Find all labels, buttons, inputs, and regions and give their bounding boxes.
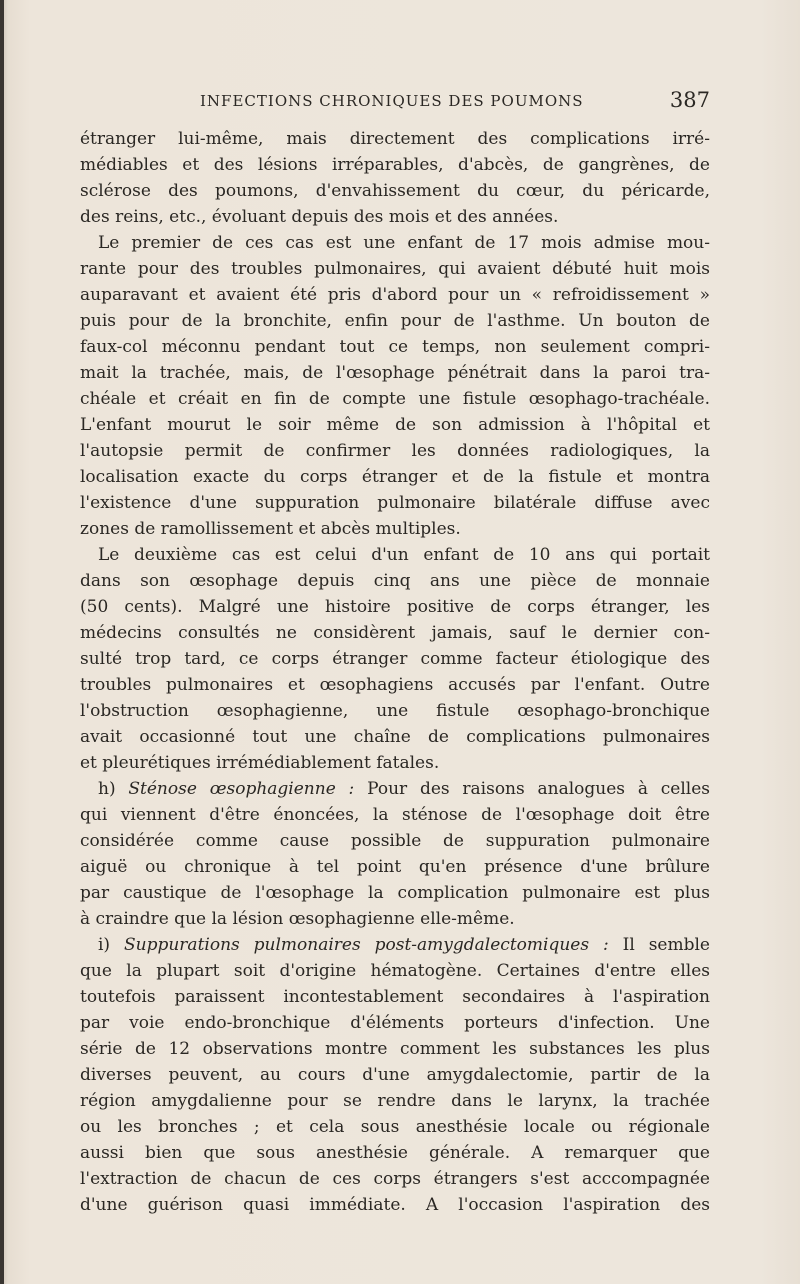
running-title: INFECTIONS CHRONIQUES DES POUMONS — [200, 92, 584, 110]
text-line: L'enfant mourut le soir même de son admission à l'hôpital et — [80, 415, 710, 435]
text-line: faux-col méconnu pendant tout ce temps, non seulement compri- — [80, 337, 710, 357]
page-number: 387 — [669, 88, 710, 112]
text-line: avait occasionné tout une chaîne de complications pulmonaires — [80, 727, 710, 747]
text-line: l'obstruction œsophagienne, une fistule œsophago-bronchique — [80, 701, 710, 721]
text-line: auparavant et avaient été pris d'abord pour un « refroidissement » — [80, 285, 710, 305]
text-line: (50 cents). Malgré une histoire positive de corps étranger, les — [80, 597, 710, 617]
text-line: et pleurétiques irrémédiablement fatales. — [80, 753, 440, 773]
text-line: Le deuxième cas est celui d'un enfant de 10 ans qui portait — [98, 545, 710, 565]
text-line: diverses peuvent, au cours d'une amygdalectomie, partir de la — [80, 1065, 710, 1085]
text-run: Il semble — [608, 935, 710, 955]
text-line: sulté trop tard, ce corps étranger comme facteur étiologique des — [80, 649, 710, 669]
text-line: sclérose des poumons, d'envahissement du cœur, du péricarde, — [80, 181, 710, 201]
text-line: des reins, etc., évoluant depuis des mois et des années. — [80, 207, 559, 227]
text-line: par caustique de l'œsophage la complication pulmonaire est plus — [80, 883, 710, 903]
text-line: aiguë ou chronique à tel point qu'en présence d'une brûlure — [80, 857, 710, 877]
text-line: toutefois paraissent incontestablement secondaires à l'aspiration — [80, 987, 710, 1007]
section-heading: Sténose œsophagienne : — [128, 779, 355, 799]
text-line: série de 12 observations montre comment les substances les plus — [80, 1039, 710, 1059]
text-line: médecins consultés ne considèrent jamais, sauf le dernier con- — [80, 623, 710, 643]
text-line: mait la trachée, mais, de l'œsophage pénétrait dans la paroi tra- — [80, 363, 710, 383]
text-line: ou les bronches ; et cela sous anesthésie locale ou régionale — [80, 1117, 710, 1137]
text-line: troubles pulmonaires et œsophagiens accusés par l'enfant. Outre — [80, 675, 710, 695]
item-marker: i) — [98, 935, 111, 955]
text-run: Pour des raisons analogues à celles — [354, 779, 710, 799]
text-line: l'existence d'une suppuration pulmonaire bilatérale diffuse avec — [80, 493, 710, 513]
text-line: dans son œsophage depuis cinq ans une pièce de monnaie — [80, 571, 710, 591]
binding-edge — [0, 0, 4, 1284]
text-line — [80, 776, 710, 802]
section-i-paragraph — [80, 932, 710, 1218]
text-line: l'extraction de chacun de ces corps étrangers s'est acccompagnée — [80, 1169, 710, 1189]
text-line: d'une guérison quasi immédiate. A l'occasion l'aspiration des — [80, 1195, 710, 1215]
text-line — [80, 932, 710, 958]
text-line: région amygdalienne pour se rendre dans le larynx, la trachée — [80, 1091, 710, 1111]
text-line: aussi bien que sous anesthésie générale. A remarquer que — [80, 1143, 710, 1163]
paragraph — [80, 126, 710, 230]
paragraph — [80, 230, 710, 542]
text-line: médiables et des lésions irréparables, d'abcès, de gangrènes, de — [80, 155, 710, 175]
section-h-paragraph — [80, 776, 710, 932]
text-line: chéale et créait en fin de compte une fistule œsophago-trachéale. — [80, 389, 710, 409]
body-text — [80, 126, 710, 1218]
text-line: zones de ramollissement et abcès multiples. — [80, 519, 461, 539]
text-line: l'autopsie permit de confirmer les données radiologiques, la — [80, 441, 710, 461]
section-heading: Suppurations pulmonaires post-amygdalectomiques : — [124, 935, 609, 955]
text-line: localisation exacte du corps étranger et de la fistule et montra — [80, 467, 710, 487]
text-line: par voie endo-bronchique d'éléments porteurs d'infection. Une — [80, 1013, 710, 1033]
text-line: étranger lui-même, mais directement des complications irré- — [80, 129, 710, 149]
text-line: rante pour des troubles pulmonaires, qui avaient débuté huit mois — [80, 259, 710, 279]
paragraph — [80, 542, 710, 776]
text-line: à craindre que la lésion œsophagienne elle-même. — [80, 909, 515, 929]
page-header — [80, 88, 710, 118]
text-line: puis pour de la bronchite, enfin pour de l'asthme. Un bouton de — [80, 311, 710, 331]
text-line: que la plupart soit d'origine hématogène. Certaines d'entre elles — [80, 961, 710, 981]
item-marker: h) — [98, 779, 116, 799]
text-line: qui viennent d'être énoncées, la sténose de l'œsophage doit être — [80, 805, 710, 825]
text-line: Le premier de ces cas est une enfant de 17 mois admise mou- — [98, 233, 710, 253]
text-line: considérée comme cause possible de suppuration pulmonaire — [80, 831, 710, 851]
